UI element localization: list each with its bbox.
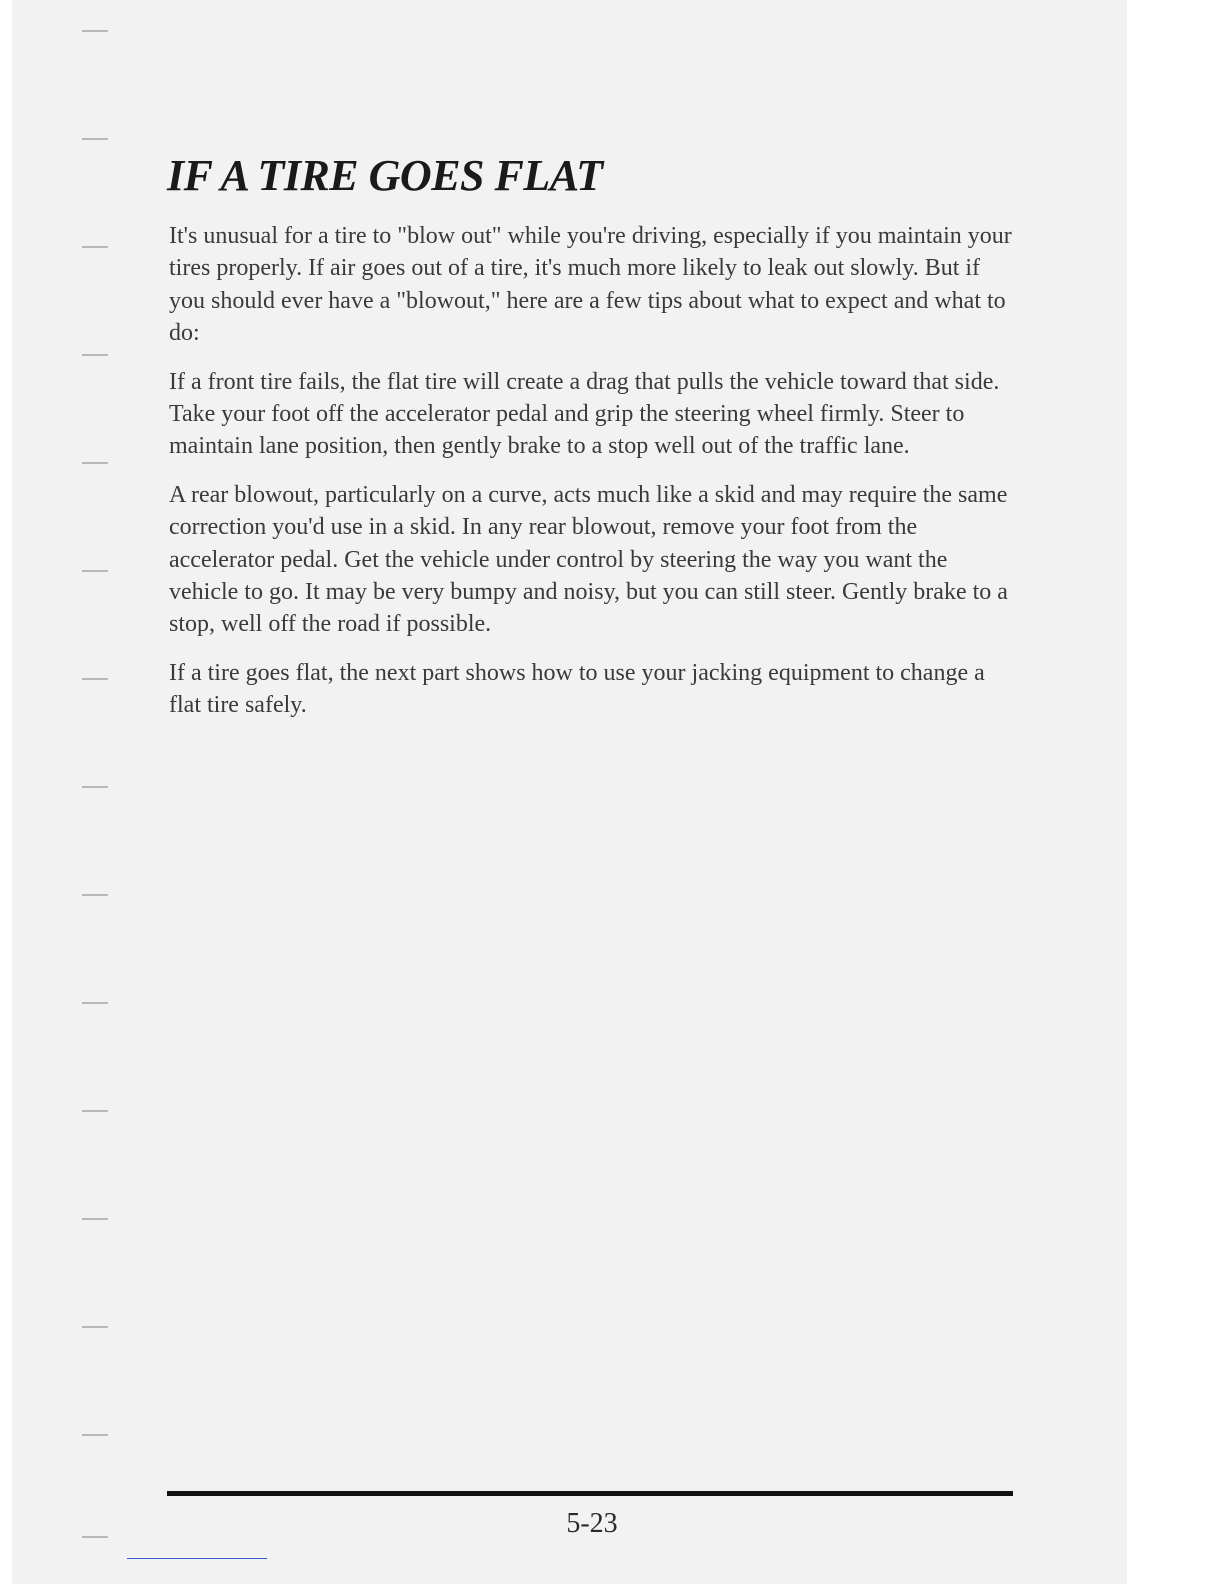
margin-tick bbox=[82, 1326, 108, 1328]
margin-tick bbox=[82, 30, 108, 32]
page-number: 5-23 bbox=[566, 1508, 618, 1539]
margin-tick bbox=[82, 462, 108, 464]
margin-tick bbox=[82, 1218, 108, 1220]
margin-tick bbox=[82, 570, 108, 572]
margin-tick bbox=[82, 354, 108, 356]
margin-tick bbox=[82, 246, 108, 248]
footer-rule bbox=[167, 1491, 1013, 1496]
margin-tick bbox=[82, 894, 108, 896]
paragraph-next-part: If a tire goes flat, the next part shows how to use your jacking equipment to change a flat tire safely. bbox=[169, 659, 985, 719]
section-heading: IF A TIRE GOES FLAT bbox=[167, 151, 603, 200]
link-underline bbox=[127, 1558, 267, 1559]
margin-tick bbox=[82, 678, 108, 680]
margin-tick bbox=[82, 786, 108, 788]
paragraph-front-tire: If a front tire fails, the flat tire will create a drag that pulls the vehicle toward that side. Take your foot off the accelerator pedal and grip the steering wheel firmly. Steer to maintain lane position, then gently brake to a stop well out of the traffic lane. bbox=[169, 368, 1000, 460]
paragraph-rear-blowout: A rear blowout, particularly on a curve, acts much like a skid and may require the same correction you'd use in a skid. In any rear blowout, remove your foot from the accelerator pedal. Get the vehicle under control by steering the way you want the vehicle to go. It may be very bumpy and noisy, but you can still steer. Gently brake to a stop, well off the road if possible. bbox=[169, 481, 1008, 638]
margin-tick bbox=[82, 1002, 108, 1004]
margin-tick bbox=[82, 1110, 108, 1112]
margin-tick bbox=[82, 138, 108, 140]
margin-tick bbox=[82, 1536, 108, 1538]
paragraph-intro: It's unusual for a tire to "blow out" while you're driving, especially if you maintain your tires properly. If air goes out of a tire, it's much more likely to leak out slowly. But if you should ever have a "blowout," here are a few tips about what to expect and what to do: bbox=[169, 223, 1012, 347]
manual-page bbox=[12, 0, 1127, 1584]
margin-tick bbox=[82, 1434, 108, 1436]
body-text bbox=[169, 220, 1019, 738]
